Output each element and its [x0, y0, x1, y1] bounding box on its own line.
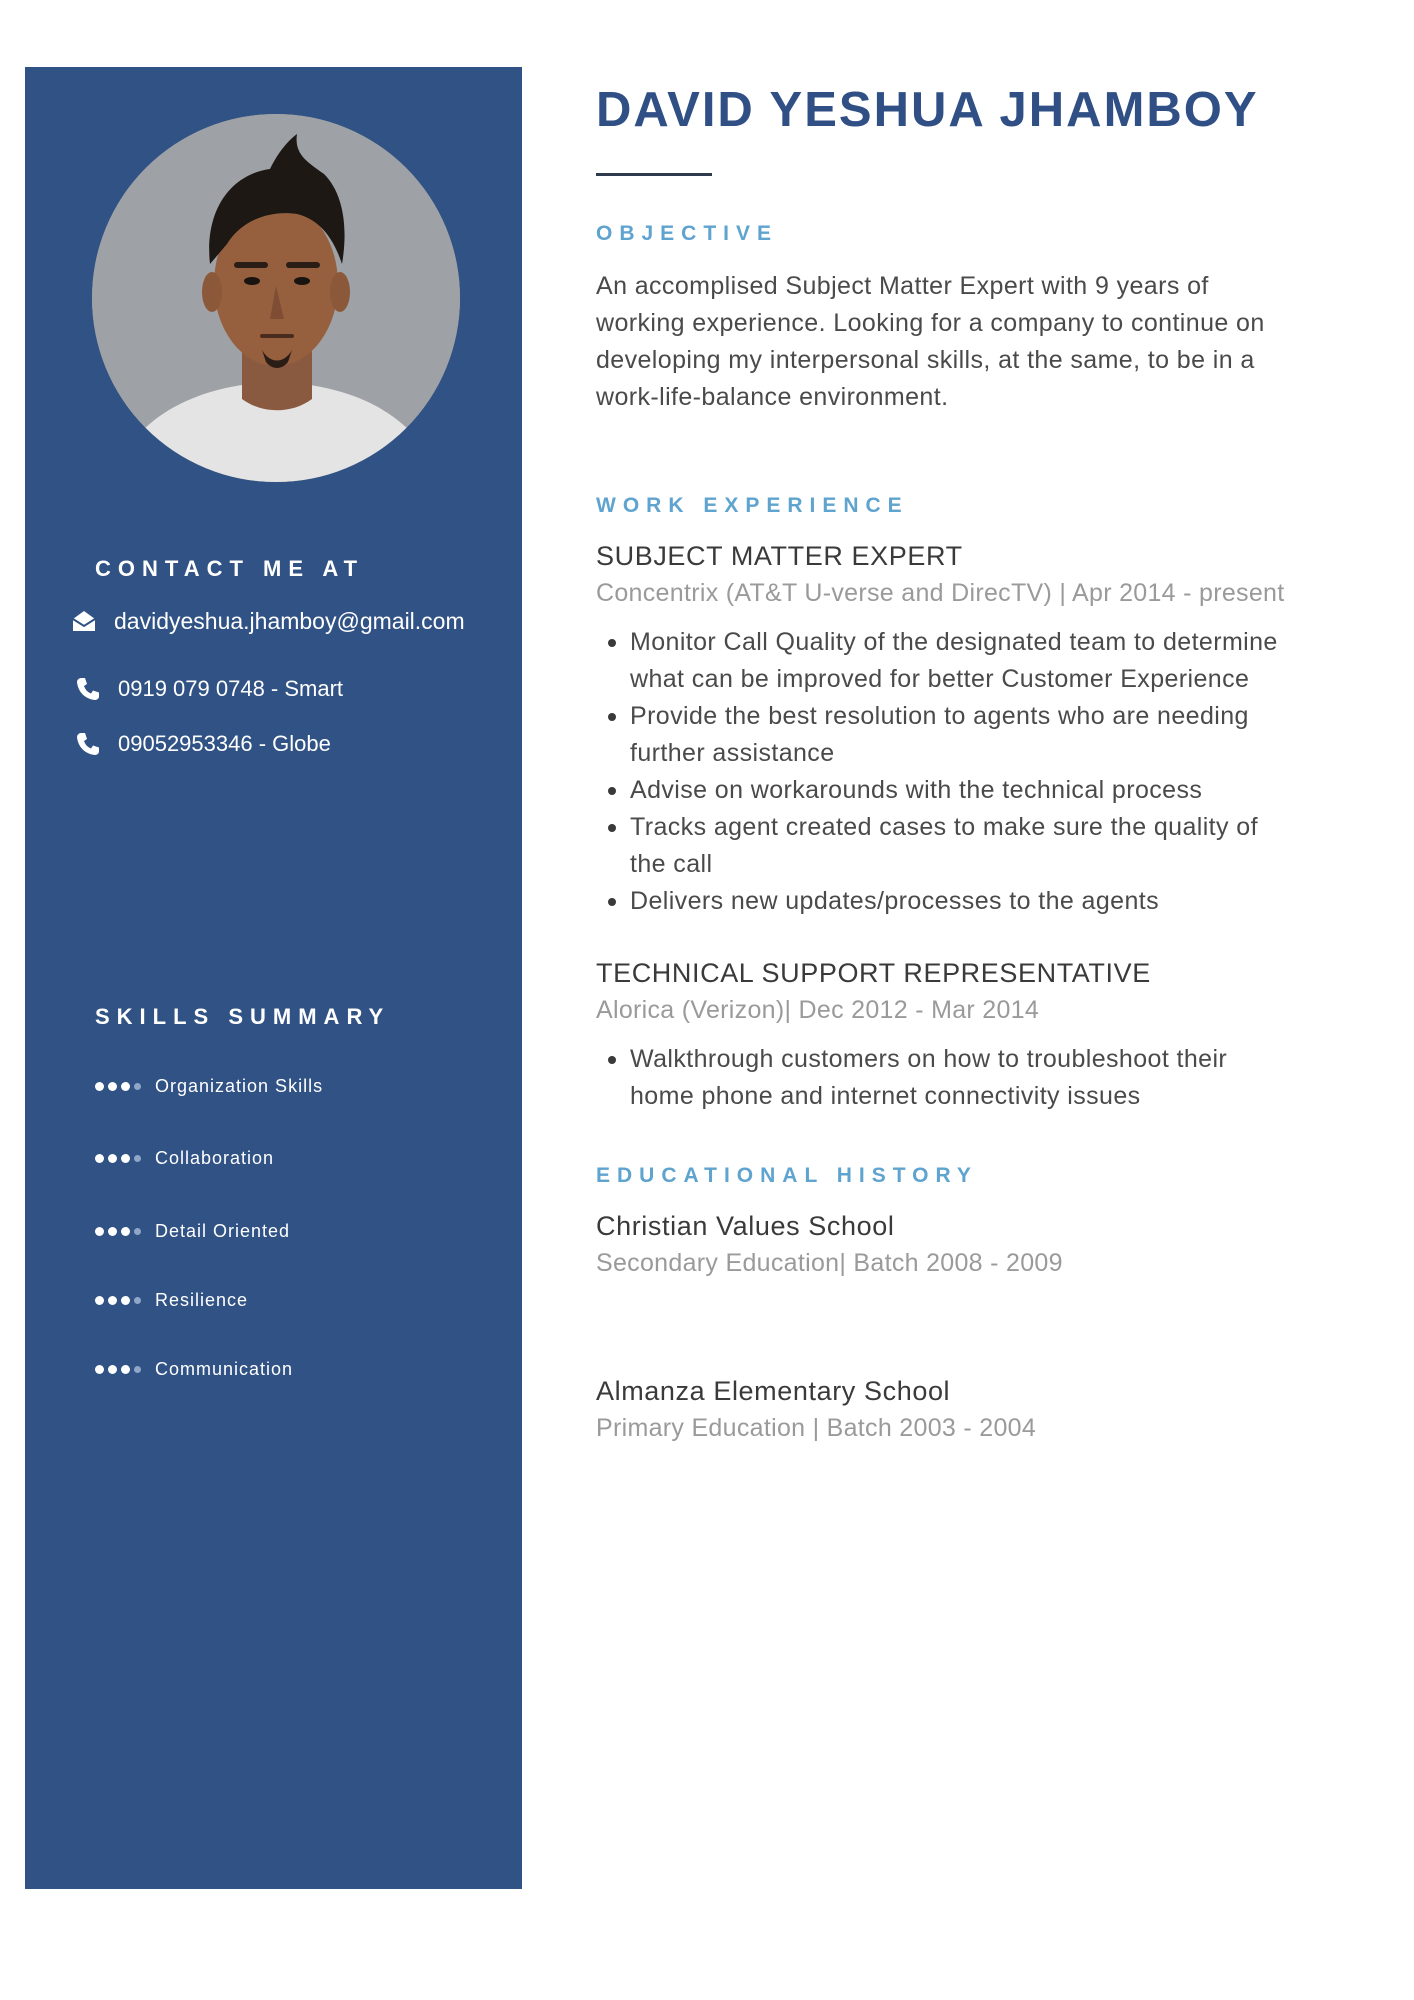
list-item: Monitor Call Quality of the designated team to determine what can be improved for better Customer Experience	[596, 624, 1356, 698]
skills-heading: SKILLS SUMMARY	[95, 1004, 391, 1029]
skill-label: Collaboration	[155, 1148, 275, 1168]
email-text: davidyeshua.jhamboy@gmail.com	[114, 607, 465, 634]
list-item: Tracks agent created cases to make sure the quality of the call	[596, 809, 1356, 883]
skill-level-dots	[95, 1154, 141, 1163]
skill-level-dots	[95, 1365, 141, 1374]
school-meta: Primary Education | Batch 2003 - 2004	[596, 1414, 1037, 1442]
profile-photo-illustration	[92, 114, 460, 482]
job-meta: Concentrix (AT&T U-verse and DirecTV) | Apr 2014 - present	[596, 579, 1285, 607]
skill-label: Communication	[155, 1359, 294, 1379]
skill-item	[95, 1359, 293, 1380]
person-name: DAVID YESHUA JHAMBOY	[596, 83, 1259, 137]
school-name: Christian Values School	[596, 1211, 895, 1241]
profile-photo	[92, 114, 460, 482]
objective-line: working experience. Looking for a company to continue on	[596, 309, 1265, 337]
contact-heading: CONTACT ME AT	[95, 556, 365, 581]
objective-line: work-life-balance environment.	[596, 383, 949, 411]
skill-level-dots	[95, 1082, 141, 1091]
contact-phone-globe[interactable]	[74, 730, 331, 758]
phone-text: 09052953346 - Globe	[118, 731, 331, 756]
school-meta: Secondary Education| Batch 2008 - 2009	[596, 1249, 1063, 1277]
skill-item	[95, 1148, 274, 1169]
list-item: Provide the best resolution to agents who are needing further assistance	[596, 698, 1356, 772]
list-item: Delivers new updates/processes to the agents	[596, 883, 1356, 920]
skill-level-dots	[95, 1296, 141, 1305]
skill-item	[95, 1221, 290, 1242]
phone-icon	[74, 730, 102, 758]
list-item: Advise on workarounds with the technical process	[596, 772, 1356, 809]
skill-item	[95, 1076, 323, 1097]
skill-label: Detail Oriented	[155, 1221, 291, 1241]
objective-heading: OBJECTIVE	[596, 222, 779, 245]
job-meta: Alorica (Verizon)| Dec 2012 - Mar 2014	[596, 996, 1040, 1024]
education-heading: EDUCATIONAL HISTORY	[596, 1164, 978, 1187]
name-divider	[596, 173, 712, 176]
job-duties	[596, 624, 1356, 920]
job-title: TECHNICAL SUPPORT REPRESENTATIVE	[596, 958, 1151, 988]
objective-line: An accomplised Subject Matter Expert with 9 years of	[596, 272, 1209, 300]
objective-line: developing my interpersonal skills, at the same, to be in a	[596, 346, 1255, 374]
skill-label: Organization Skills	[155, 1076, 324, 1096]
school-name: Almanza Elementary School	[596, 1376, 951, 1406]
job-duties	[596, 1041, 1356, 1115]
work-heading: WORK EXPERIENCE	[596, 494, 909, 517]
list-item: Walkthrough customers on how to troubleshoot their home phone and internet connectivity issues	[596, 1041, 1356, 1115]
contact-phone-smart[interactable]	[74, 675, 343, 703]
objective-text	[596, 268, 1356, 416]
job-title: SUBJECT MATTER EXPERT	[596, 541, 963, 571]
skill-label: Resilience	[155, 1290, 249, 1310]
envelope-icon	[70, 607, 98, 635]
skill-level-dots	[95, 1227, 141, 1236]
phone-icon	[74, 675, 102, 703]
contact-email[interactable]	[70, 607, 465, 635]
phone-text: 0919 079 0748 - Smart	[118, 676, 344, 701]
skill-item	[95, 1290, 248, 1311]
